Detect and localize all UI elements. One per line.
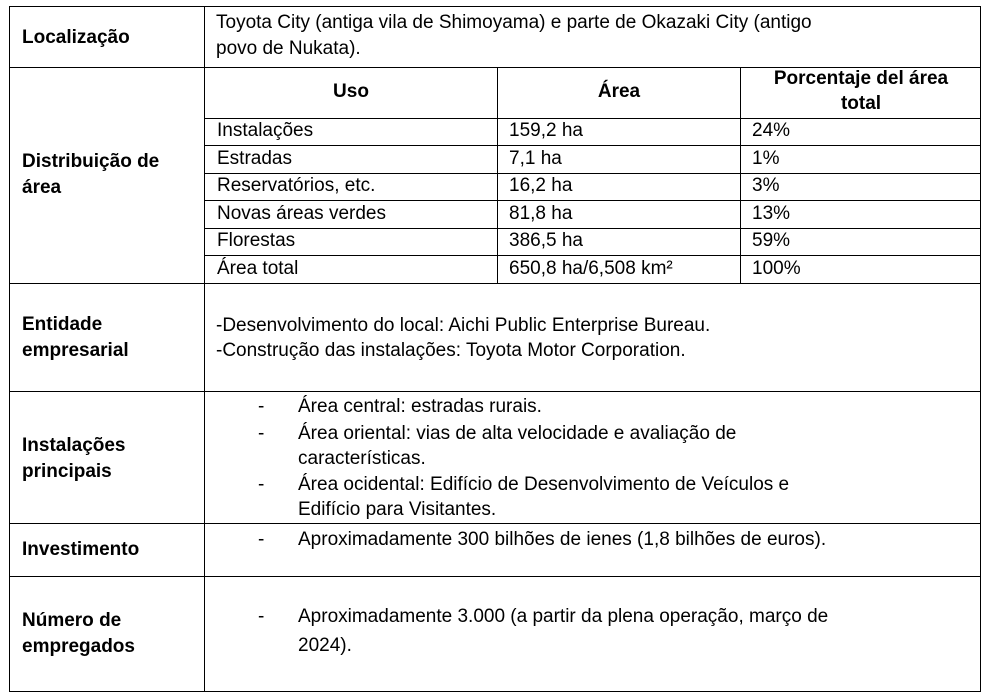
inner-table-divider xyxy=(204,118,981,119)
row-use: Reservatórios, etc. xyxy=(217,175,376,196)
facility-item-continued: Edifício para Visitantes. xyxy=(298,499,497,520)
bullet-dash: - xyxy=(258,423,265,444)
row-percent: 13% xyxy=(752,203,791,224)
row-percent: 59% xyxy=(752,230,791,251)
distribution-label-line1: Distribuição de xyxy=(22,151,160,172)
row-use: Estradas xyxy=(217,148,292,169)
entity-label-line2: empresarial xyxy=(22,340,129,361)
location-text-line1: Toyota City (antiga vila de Shimoyama) e parte de Okazaki City (antigo xyxy=(216,12,812,33)
entity-text-line2: -Construção das instalações: Toyota Motor Corporation. xyxy=(216,340,686,361)
inner-table-divider xyxy=(204,200,981,201)
row-use: Novas áreas verdes xyxy=(217,203,386,224)
column-divider xyxy=(204,6,205,692)
header-percent-line2: total xyxy=(840,93,882,114)
entity-label-line1: Entidade xyxy=(22,314,103,335)
header-area: Área xyxy=(597,81,641,102)
facility-item: Área ocidental: Edifício de Desenvolvimento de Veículos e xyxy=(298,474,790,495)
row-divider xyxy=(9,391,981,392)
distribution-label-line2: área xyxy=(22,177,62,198)
row-use: Instalações xyxy=(217,120,314,141)
investment-text: Aproximadamente 300 bilhões de ienes (1,8 bilhões de euros). xyxy=(298,529,827,550)
bullet-dash: - xyxy=(258,606,265,627)
inner-table-divider xyxy=(204,145,981,146)
facilities-label-line2: principais xyxy=(22,461,112,482)
location-label: Localização xyxy=(22,27,130,48)
facility-item: Área central: estradas rurais. xyxy=(298,396,542,417)
header-use: Uso xyxy=(333,81,369,102)
bullet-dash: - xyxy=(258,396,265,417)
employees-label-line2: empregados xyxy=(22,636,135,657)
employees-label-line1: Número de xyxy=(22,610,122,631)
row-percent: 100% xyxy=(752,258,801,279)
inner-table-divider xyxy=(204,255,981,256)
header-percent-line1: Porcentaje del área xyxy=(773,68,949,89)
facilities-label-line1: Instalações xyxy=(22,435,126,456)
row-use: Área total xyxy=(217,258,299,279)
row-area: 7,1 ha xyxy=(509,148,562,169)
facility-item-continued: características. xyxy=(298,448,426,469)
bullet-dash: - xyxy=(258,529,265,550)
investment-label: Investimento xyxy=(22,539,140,560)
row-divider xyxy=(9,523,981,524)
bullet-dash: - xyxy=(258,474,265,495)
row-area: 16,2 ha xyxy=(509,175,573,196)
employees-text-line1: Aproximadamente 3.000 (a partir da plena operação, março de xyxy=(298,606,829,627)
row-percent: 1% xyxy=(752,148,780,169)
row-use: Florestas xyxy=(217,230,296,251)
location-text-line2: povo de Nukata). xyxy=(216,38,361,59)
entity-text-line1: -Desenvolvimento do local: Aichi Public Enterprise Bureau. xyxy=(216,315,711,336)
row-area: 159,2 ha xyxy=(509,120,583,141)
facility-item: Área oriental: vias de alta velocidade e avaliação de xyxy=(298,423,737,444)
row-area: 650,8 ha/6,508 km² xyxy=(509,258,673,279)
row-divider xyxy=(9,576,981,577)
employees-text-line2: 2024). xyxy=(298,635,352,656)
row-percent: 24% xyxy=(752,120,791,141)
inner-table-divider xyxy=(204,228,981,229)
row-area: 386,5 ha xyxy=(509,230,583,251)
row-divider xyxy=(9,283,981,284)
row-area: 81,8 ha xyxy=(509,203,573,224)
row-percent: 3% xyxy=(752,175,780,196)
